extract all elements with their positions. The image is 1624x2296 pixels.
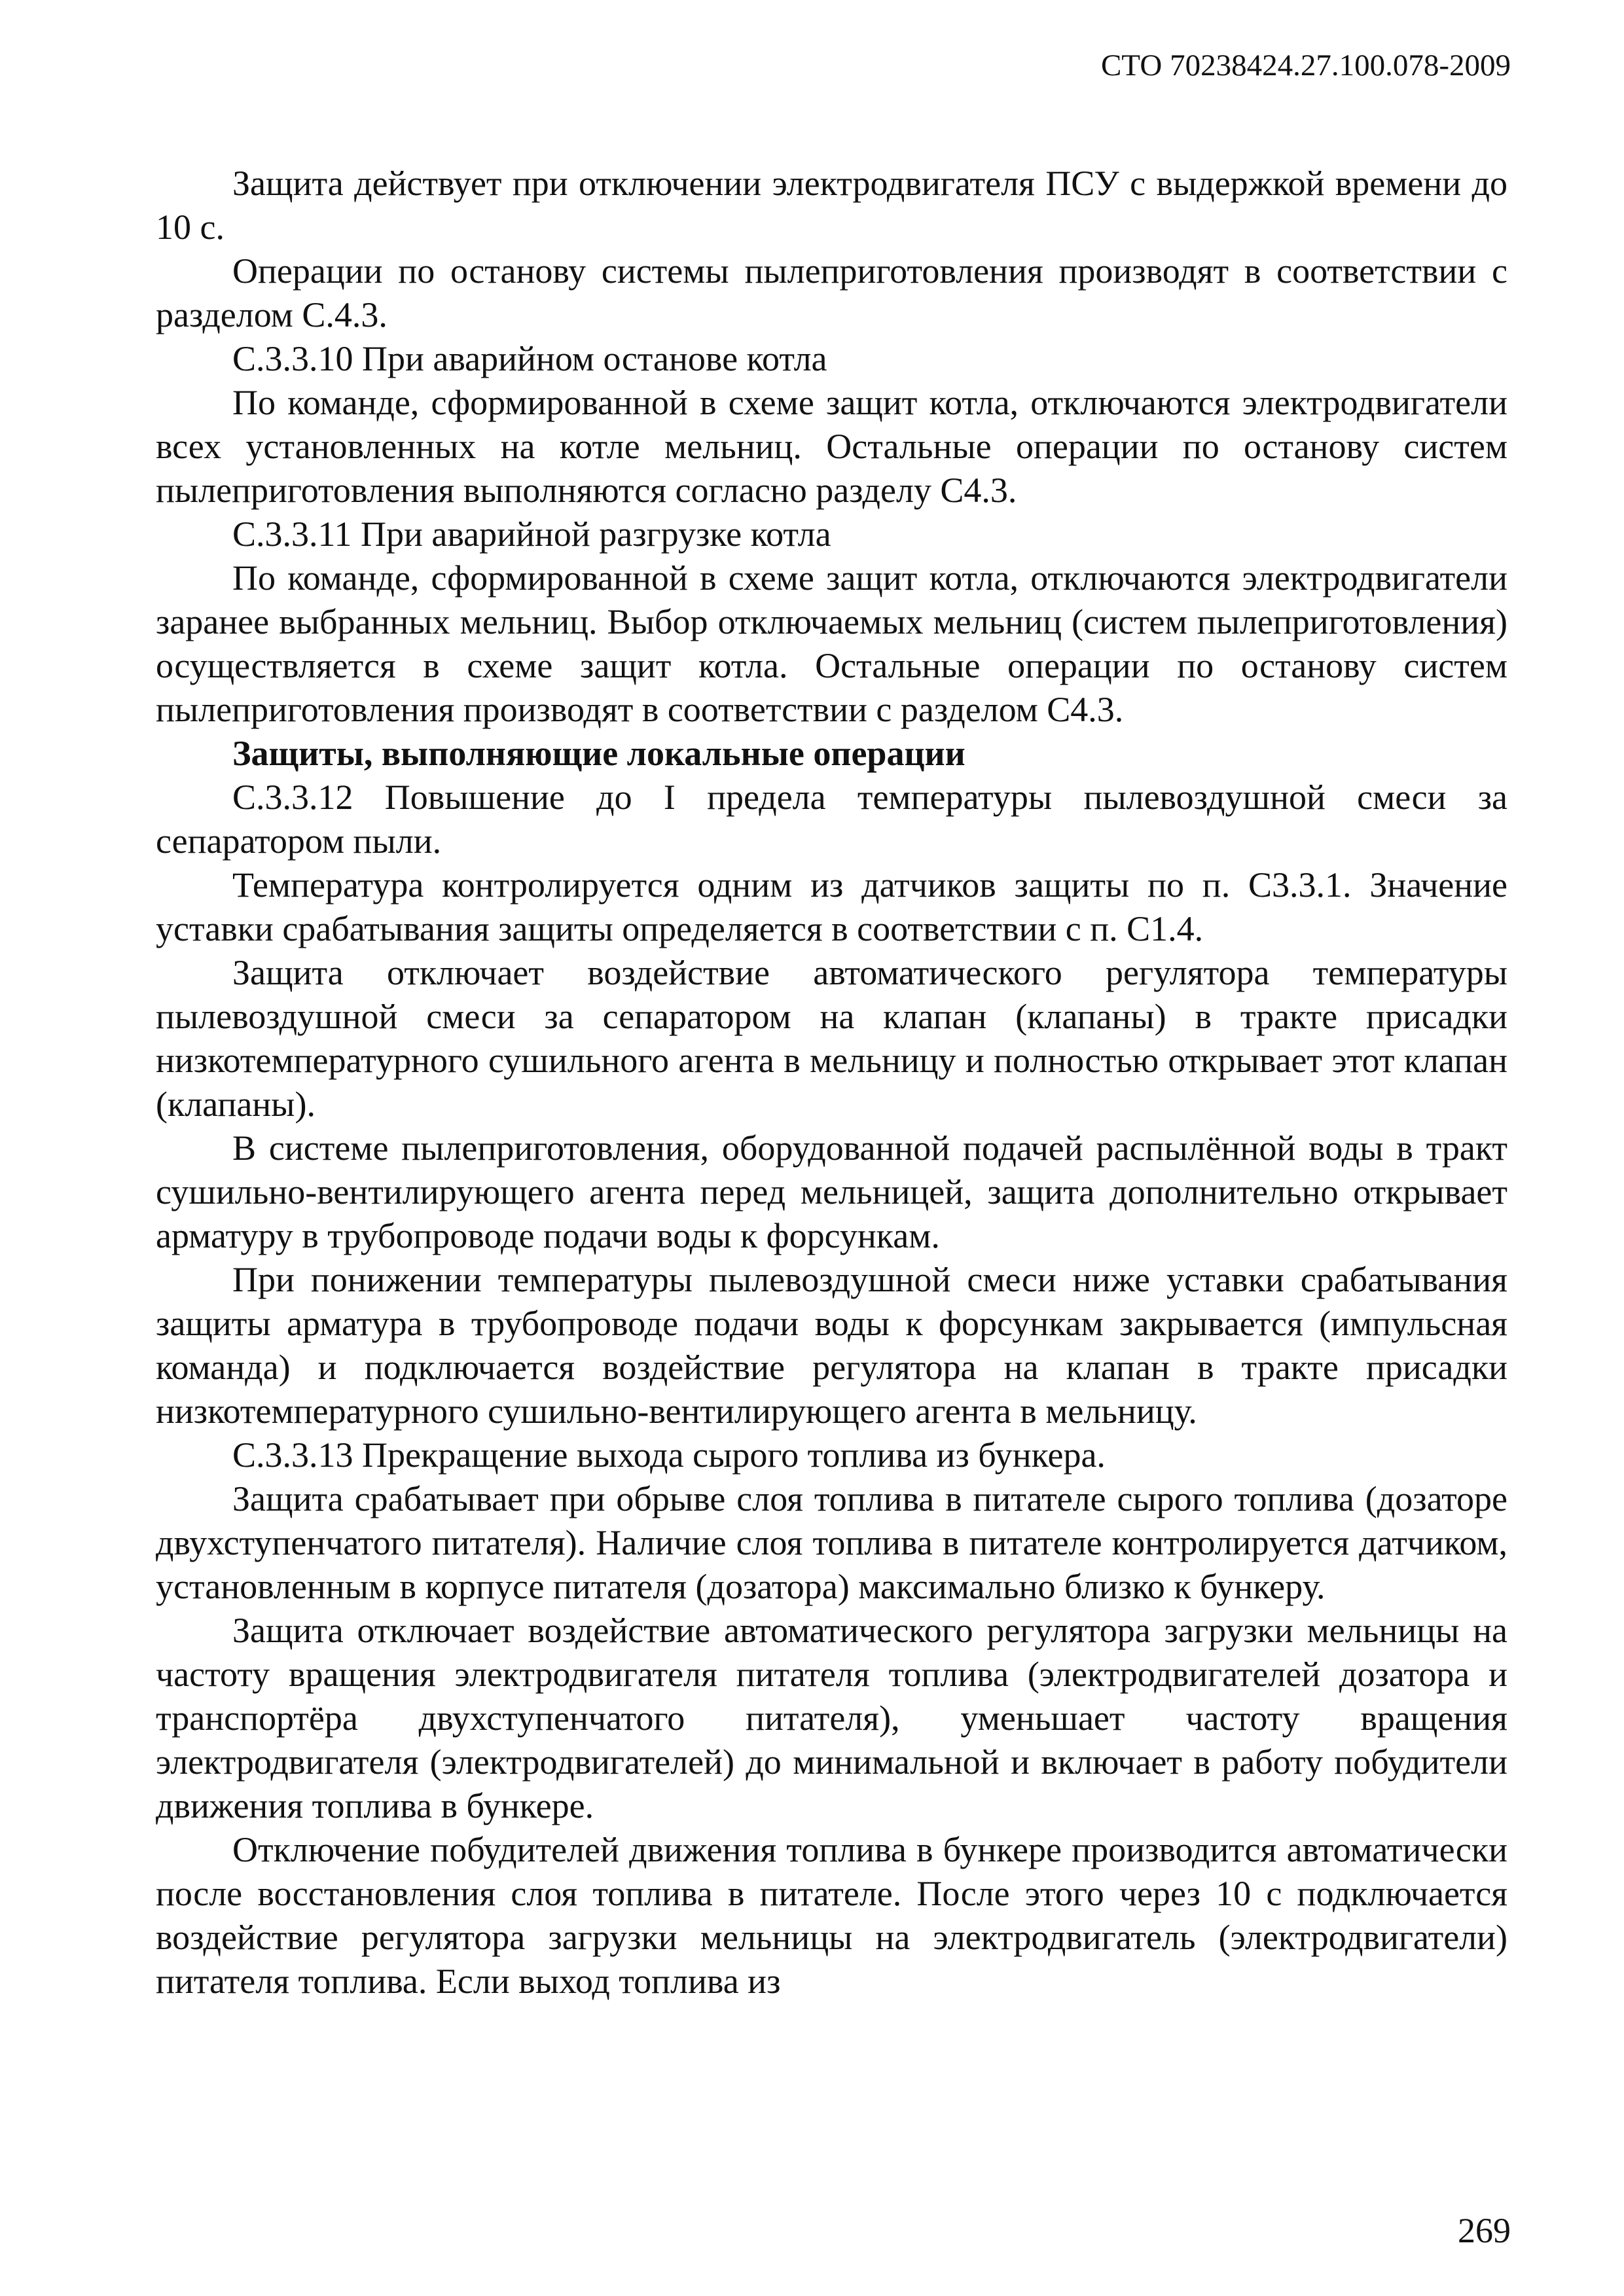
document-code-header: СТО 70238424.27.100.078-2009 xyxy=(1100,48,1511,82)
section-c-3-3-11: С.3.3.11 При аварийной разгрузке котла xyxy=(232,514,831,554)
paragraph-protection-delay: Защита действует при отключении электродвигателя ПСУ с выдержкой времени до 10 с. xyxy=(156,164,1507,247)
paragraph-temperature-drop: При понижении температуры пылевоздушной смеси ниже уставки срабатывания защиты арматура в трубопроводе подачи воды к форсункам закрывается (импульсная команда) и подключается воздействие регулятора на клапан в тракте присадки низкотемпературного сушильно-вентилирующего агента в мельницу. xyxy=(156,1260,1507,1431)
local-protections-heading: Защиты, выполняющие локальные операции xyxy=(232,734,965,773)
paragraph-stimulator-off: Отключение побудителей движения топлива в бункере производится автоматически после восстановления слоя топлива в питателе. После этого через 10 с подключается воздействие регулятора загрузки мельницы на электродвигатель (электродвигатели) питателя топлива. Если выход топлива из xyxy=(156,1830,1507,2001)
page-number: 269 xyxy=(1458,2211,1511,2250)
paragraph-shutdown-operations: Операции по останову системы пылеприготовления производят в соответствии с разделом С.4.3. xyxy=(156,251,1507,334)
section-c-3-3-13: С.3.3.13 Прекращение выхода сырого топлива из бункера. xyxy=(232,1435,1106,1475)
paragraph-emergency-unload: По команде, сформированной в схеме защит котла, отключаются электродвигатели заранее выбранных мельниц. Выбор отключаемых мельниц (систем пылеприготовления) осуществляется в схеме защит котла. Остальные операции по останову систем пылеприготовления производят в соответствии с разделом С4.3. xyxy=(156,558,1507,729)
section-c-3-3-10: С.3.3.10 При аварийном останове котла xyxy=(232,339,827,378)
paragraph-regulator-disconnect: Защита отключает воздействие автоматического регулятора температуры пылевоздушной смеси за сепаратором на клапан (клапаны) в тракте присадки низкотемпературного сушильного агента в мельницу и полностью открывает этот клапан (клапаны). xyxy=(156,953,1507,1124)
paragraph-temperature-control: Температура контролируется одним из датчиков защиты по п. С3.3.1. Значение уставки срабатывания защиты определяется в соответствии с п. С1.4. xyxy=(156,865,1507,948)
section-c-3-3-12: С.3.3.12 Повышение до I предела температуры пылевоздушной смеси за сепаратором пыли. xyxy=(156,778,1507,861)
paragraph-fuel-layer-break: Защита срабатывает при обрыве слоя топлива в питателе сырого топлива (дозаторе двухступенчатого питателя). Наличие слоя топлива в питателе контролируется датчиком, установленным в корпусе питателя (дозатора) максимально близко к бункеру. xyxy=(156,1479,1507,1606)
paragraph-water-supply: В системе пылеприготовления, оборудованной подачей распылённой воды в тракт сушильно-вентилирующего агента перед мельницей, защита дополнительно открывает арматуру в трубопроводе подачи воды к форсункам. xyxy=(156,1128,1507,1255)
paragraph-load-regulator: Защита отключает воздействие автоматического регулятора загрузки мельницы на частоту вращения электродвигателя питателя топлива (электродвигателей дозатора и транспортёра двухступенчатого питателя), уменьшает частоту вращения электродвигателя (электродвигателей) до минимальной и включает в работу побудители движения топлива в бункере. xyxy=(156,1611,1507,1825)
document-body xyxy=(156,162,1507,2003)
paragraph-emergency-shutdown: По команде, сформированной в схеме защит котла, отключаются электродвигатели всех установленных на котле мельниц. Остальные операции по останову систем пылеприготовления выполняются согласно разделу С4.3. xyxy=(156,383,1507,510)
